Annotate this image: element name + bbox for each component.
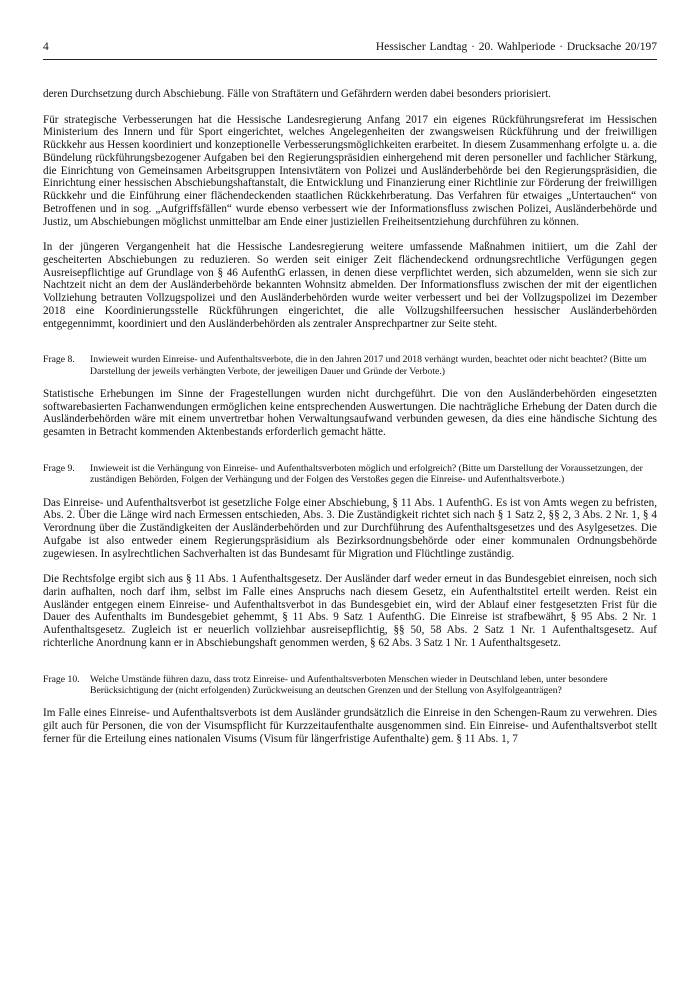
question-label: Frage 8. <box>43 354 75 366</box>
paragraph: In der jüngeren Vergangenheit hat die Hessische Landesregierung weitere umfassende Maßnahmen initiiert, um die Zahl der gescheiterten Abschiebungen zu reduzieren. So werden seit einiger Zeit flächendeckend ordnungsrechtliche Verfügungen gegen Ausreisepflichtige auf Grundlage von § 46 AufenthG erlassen, in denen diese verpflichtet werden, sich abzumelden, wenn sie sich zur Nachtzeit nicht an dem der Ausländerbehörde bekannten Wohnsitz abmelden. Der Informationsfluss zwischen der mit der eigentlichen Vollziehung betrauten Vollzugspolizei und den Ausländerbehörden wurde weiter verbessert und bei der Vollzugspolizei im Dezember 2018 eine Koordinierungsstelle Rückführungen eingerichtet, die alle Vollzugshilfeersuchen hessischer Ausländerbehörden entgegennimmt, koordiniert und den Ausländerbehörden als zentraler Ansprechpartner zur Seite steht. <box>43 241 657 330</box>
page-header <box>43 41 657 60</box>
answer-paragraph: Die Rechtsfolge ergibt sich aus § 11 Abs. 1 Aufenthaltsgesetz. Der Ausländer darf weder erneut in das Bundesgebiet einreisen, noch sich darin aufhalten, noch darf ihm, selbst im Falle eines Anspruchs nach diesem Gesetz, ein Aufenthaltstitel erteilt werden. Reist ein Ausländer entgegen einem Einreise- und Aufenthaltsverbot in das Bundesgebiet ein, wird der Ablauf einer festgesetzten Frist für die Dauer des Aufenthalts im Bundesgebiet gehemmt, § 11 Abs. 9 Satz 1 AufenthG. Die Einreise ist strafbewährt, § 95 Abs. 2 Nr. 1 Aufenthaltsgesetz. Zugleich ist er neuerlich vollziehbar ausreisepflichtig, §§ 50, 58 Abs. 2 Satz 1 Nr. 1 Aufenthaltsgesetz. Auf richterliche Anordnung kann er in Abschiebungshaft genommen werden, § 62 Abs. 3 Satz 1 Nr. 1 Aufenthaltsgesetz. <box>43 573 657 649</box>
question-block <box>43 463 657 486</box>
answer-paragraph: Statistische Erhebungen im Sinne der Fragestellungen wurden nicht durchgeführt. Die von den Ausländerbehörden eingesetzten softwarebasierten Fachanwendungen ermöglichen keine entsprechenden Auswertungen. Die nachträgliche Erhebung der Daten durch die Ausländerbehörden wäre mit einem unvertretbar hohen Verwaltungsaufwand verbunden gewesen, da dies eine händische Sichtung des gesamten in Betracht kommenden Aktenbestands erforderlich gemacht hätte. <box>43 387 657 439</box>
question-label: Frage 9. <box>43 462 75 474</box>
paragraph: Für strategische Verbesserungen hat die Hessische Landesregierung Anfang 2017 ein eigenes Rückführungsreferat im Hessischen Ministerium des Innern und für Sport eingerichtet, welches Angelegenheiten der zwangsweisen Rückführung und der freiwilligen Rückkehr aus Hessen koordiniert und konzeptionelle Verbesserungsmöglichkeiten erarbeitet. In diesem Zusammenhang erfolgte u. a. die Bündelung rückführungsbezogener Aufgaben bei den Regierungspräsidien einhergehend mit deren personeller und fachlicher Stärkung, die Einrichtung von Gemeinsamen Arbeitsgruppen Intensivtätern von Polizei und Ausländerbehörde bei den Regierungspräsidien, die Einrichtung einer hessischen Abschiebungshaftanstalt, die Entwicklung und Finanzierung einer Richtlinie zur Förderung der freiwilligen Rückkehr und die Einführung einer flächendeckenden staatlichen Rückkehrberatung. Das Verfahren für etwaiges „Untertauchen“ von Betroffenen und in sog. „Aufgriffsfällen“ wurde ebenso verbessert wie der Informationsfluss zwischen Polizei, Ausländerbehörde und Justiz, um Abschiebungen möglichst unmittelbar am Ende einer justiziellen Freiheitsentziehung durchführen zu können. <box>43 113 657 228</box>
document-body <box>43 88 657 745</box>
paragraph: deren Durchsetzung durch Abschiebung. Fälle von Straftätern und Gefährdern werden dabei besonders priorisiert. <box>43 88 551 100</box>
answer-paragraph: Das Einreise- und Aufenthaltsverbot ist gesetzliche Folge einer Abschiebung, § 11 Abs. 1 AufenthG. Es ist von Amts wegen zu befristen, Abs. 2. Über die Länge wird nach Ermessen entschieden, Abs. 3. Die Zuständigkeit richtet sich nach § 1 Satz 2, §§ 2, 3 Abs. 2 Nr. 1, § 4 Verordnung über die Zuständigkeiten der Ausländerbehörden und zur Durchführung des Aufenthaltsgesetzes und des Asylgesetzes. Die Aufgabe ist also entweder einem Regierungspräsidium als Bezirksordnungsbehörde oder einer kommunalen Ordnungsbehörde zugewiesen. In asylrechtlichen Sachverhalten ist das Bundesamt für Migration und Flüchtlinge zuständig. <box>43 496 657 560</box>
question-text: Inwieweit ist die Verhängung von Einreise- und Aufenthaltsverboten möglich und erfolgreich? (Bitte um Darstellung der Voraussetzungen, der zuständigen Behörden, Folgen der Verhängung und der Folgen des Verstoßes gegen die Einreise- und Aufenthaltsverbote.) <box>90 462 643 486</box>
question-text: Welche Umstände führen dazu, dass trotz Einreise- und Aufenthaltsverboten Menschen wieder in Deutschland leben, unter besondere Berücksichtigung der (nicht erfolgenden) Zurückweisung an deutschen Grenzen und der Stellung von Asylfolgeanträgen? <box>90 673 608 696</box>
running-title: Hessischer Landtag · 20. Wahlperiode · Drucksache 20/197 <box>375 41 657 53</box>
question-text: Inwieweit wurden Einreise- und Aufenthaltsverbote, die in den Jahren 2017 und 2018 verhängt wurden, beachtet oder nicht beachtet? (Bitte um Darstellung der jeweils verhängten Verbote, der jeweiligen Dauer und Gründe der Verbote.) <box>90 354 647 377</box>
answer-paragraph: Im Falle eines Einreise- und Aufenthaltsverbots ist dem Ausländer grundsätzlich die Einreise in den Schengen-Raum zu verwehren. Dies gilt auch für Personen, die von der Visumspflicht für Kurzzeitaufenthalte ausgenommen sind. Ein Einreise- und Aufenthaltsverbot stellt ferner für die Erteilung eines nationalen Visums (Visum für längerfristige Aufenthalte) gem. § 11 Abs. 1, 7 <box>43 707 657 745</box>
question-block <box>43 674 657 697</box>
page-number: 4 <box>43 41 49 53</box>
question-label: Frage 10. <box>43 673 80 685</box>
question-block <box>43 354 657 377</box>
